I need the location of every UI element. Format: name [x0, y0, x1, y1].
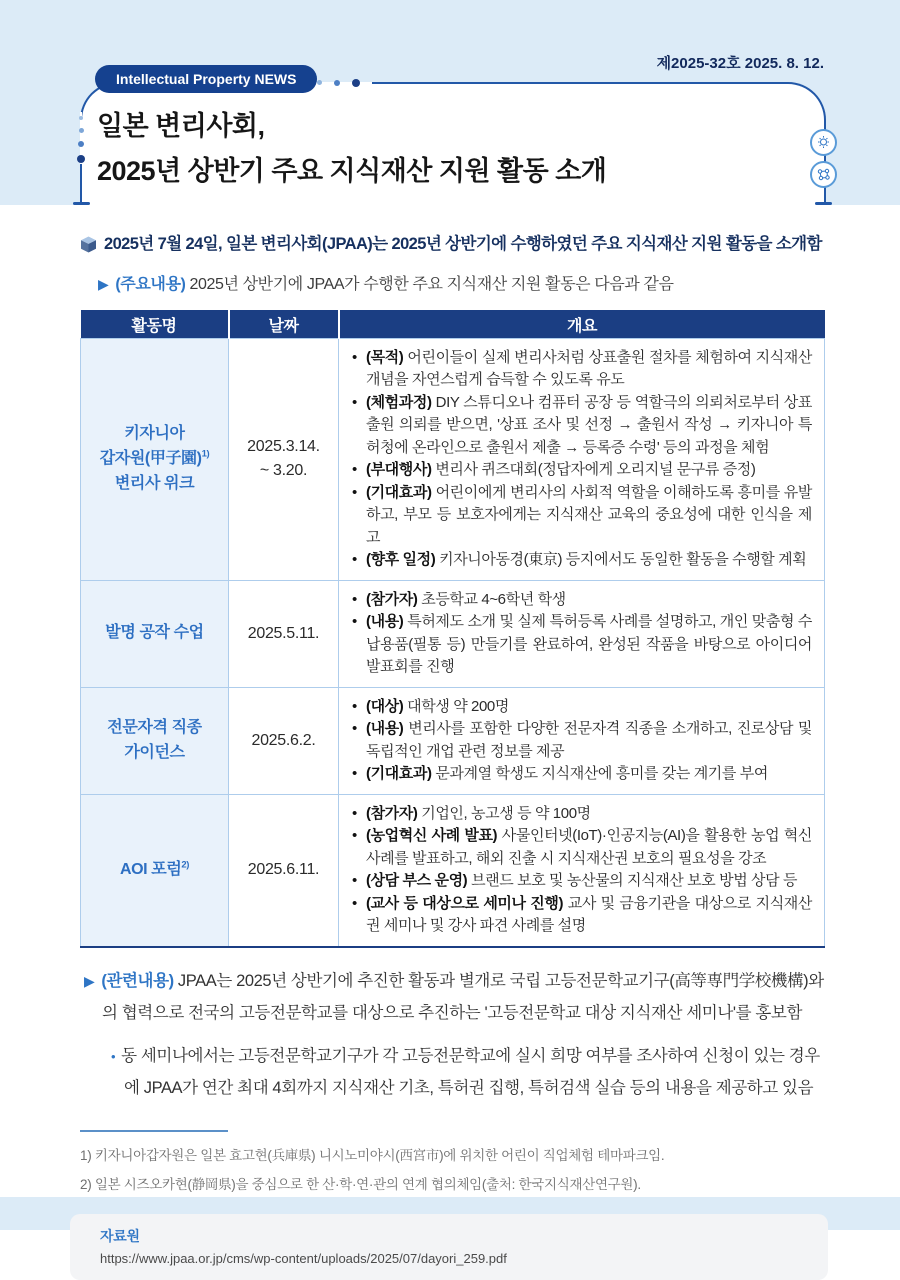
network-icon — [810, 161, 837, 188]
deco-dot — [78, 141, 84, 147]
footnote-divider — [80, 1130, 228, 1132]
activity-overview — [339, 580, 825, 687]
table-row — [81, 794, 825, 947]
lead-paragraph — [80, 233, 826, 255]
overview-item: • (부대행사) 변리사 퀴즈대회(정답자에게 오리지널 문구류 증정) — [349, 459, 812, 482]
table-row — [81, 580, 825, 687]
overview-item: • (참가자) 초등학교 4~6학년 학생 — [349, 589, 812, 612]
deco-dot — [77, 155, 85, 163]
footnote-1: 1) 키자니아갑자원은 일본 효고현(兵庫県) 니시노미야시(西宮市)에 위치한 어린이 직업체험 테마파크임. — [80, 1141, 826, 1170]
activity-date: 2025.3.14. ~ 3.20. — [229, 338, 339, 580]
col-header-date: 날짜 — [229, 310, 339, 338]
overview-item: • (대상) 대학생 약 200명 — [349, 696, 812, 719]
main-points-line — [98, 271, 826, 294]
table-header-row — [81, 310, 825, 338]
related-sub-text: 동 세미나에서는 고등전문학교기구가 각 고등전문학교에 실시 희망 여부를 조사하여 신청이 있는 경우에 JPAA가 연간 최대 4회까지 지식재산 기초, 특허권 집행, 특허검색 실습 등의 내용을 제공하고 있음 — [121, 1047, 820, 1097]
footnotes — [80, 1141, 826, 1199]
overview-item: • (농업혁신 사례 발표) 사물인터넷(IoT)·인공지능(AI)을 활용한 농업 혁신 사례를 발표하고, 해외 진출 시 지식재산권 보호의 필요성을 강조 — [349, 825, 812, 870]
title-line-1: 일본 변리사회, — [97, 104, 606, 149]
related-section — [80, 965, 826, 1105]
table-row — [81, 687, 825, 794]
activity-name: AOI 포럼$^{2)}$ — [81, 794, 229, 947]
activity-date: 2025.5.11. — [229, 580, 339, 687]
overview-item: • (향후 일정) 키자니아동경(東京) 등지에서도 동일한 활동을 수행할 계획 — [349, 549, 812, 572]
overview-item: • (기대효과) 어린이에게 변리사의 사회적 역할을 이해하도록 흥미를 유발하고, 부모 등 보호자에게는 지식재산 교육의 중요성에 대한 인식을 제고 — [349, 482, 812, 550]
deco-dot — [317, 80, 322, 85]
overview-item: • (내용) 특허제도 소개 및 실제 특허등록 사례를 설명하고, 개인 맞춤형 수납용품(필통 등) 만들기를 완료하여, 완성된 작품을 바탕으로 아이디어 발표회를 진행 — [349, 611, 812, 679]
related-label: (관련내용) — [101, 972, 173, 990]
dot-bullet-icon: • — [111, 1049, 115, 1064]
source-url[interactable]: https://www.jpaa.or.jp/cms/wp-content/uploads/2025/07/dayori_259.pdf — [100, 1251, 808, 1266]
triangle-bullet-icon: ▶ — [98, 276, 108, 292]
deco-dot — [334, 80, 340, 86]
col-header-activity: 활동명 — [81, 310, 229, 338]
overview-item: • (체험과정) DIY 스튜디오나 컴퓨터 공장 등 역할극의 의뢰처로부터 상표출원 의뢰를 받으면, '상표 조사 및 선정 → 출원서 작성 → 키자니아 특허청에 온라인으로 출원서 제출 → 등록증 수령' 등의 과정을 체험 — [349, 392, 812, 460]
col-header-overview: 개요 — [339, 310, 825, 338]
activities-table — [80, 310, 825, 948]
line-endcap — [815, 202, 832, 205]
activity-name: 키자니아 갑자원(甲子園)$^{1)}$ 변리사 위크 — [81, 338, 229, 580]
related-sub-paragraph — [80, 1040, 826, 1104]
activity-overview — [339, 687, 825, 794]
issue-number: 제2025-32호 2025. 8. 12. — [657, 52, 824, 73]
activity-overview — [339, 794, 825, 947]
cube-bullet-icon — [80, 236, 97, 253]
activity-date: 2025.6.2. — [229, 687, 339, 794]
source-label: 자료원 — [100, 1226, 808, 1246]
deco-dot — [79, 116, 83, 120]
source-box — [70, 1214, 828, 1280]
triangle-bullet-icon: ▶ — [84, 973, 94, 989]
activity-name: 발명 공작 수업 — [81, 580, 229, 687]
idea-bulb-icon — [810, 129, 837, 156]
table-row — [81, 338, 825, 580]
overview-item: • (상담 부스 운영) 브랜드 보호 및 농산물의 지식재산 보호 방법 상담 등 — [349, 870, 812, 893]
related-text: JPAA는 2025년 상반기에 추진한 활동과 별개로 국립 고등전문학교기구(高等専門学校機構)와의 협력으로 전국의 고등전문학교를 대상으로 추진하는 '고등전문학교 대상 지식재산 세미나'를 홍보함 — [102, 972, 824, 1022]
overview-item: • (교사 등 대상으로 세미나 진행) 교사 및 금융기관을 대상으로 지식재산권 세미나 및 강사 파견 사례를 설명 — [349, 893, 812, 938]
footnote-marker: 1) — [202, 449, 210, 460]
activity-date: 2025.6.11. — [229, 794, 339, 947]
footnote-marker: 2) — [181, 860, 189, 871]
news-badge: Intellectual Property NEWS — [95, 65, 317, 93]
page-title — [97, 104, 606, 194]
related-paragraph — [80, 965, 826, 1029]
lead-text: 2025년 7월 24일, 일본 변리사회(JPAA)는 2025년 상반기에 수행하였던 주요 지식재산 지원 활동을 소개함 — [104, 233, 822, 255]
title-line-2: 2025년 상반기 주요 지식재산 지원 활동 소개 — [97, 149, 606, 194]
overview-item: • (기대효과) 문과계열 학생도 지식재산에 흥미를 갖는 계기를 부여 — [349, 763, 812, 786]
footnote-2: 2) 일본 시즈오카현(静岡県)을 중심으로 한 산·학·연·관의 연계 협의체임(출처: 한국지식재산연구원). — [80, 1170, 826, 1199]
main-content — [80, 233, 826, 1280]
deco-dot — [352, 79, 360, 87]
overview-item: • (참가자) 기업인, 농고생 등 약 100명 — [349, 803, 812, 826]
activity-overview — [339, 338, 825, 580]
deco-dot — [79, 128, 84, 133]
overview-item: • (목적) 어린이들이 실제 변리사처럼 상표출원 절차를 체험하여 지식재산 개념을 자연스럽게 습득할 수 있도록 유도 — [349, 347, 812, 392]
line-endcap — [73, 202, 90, 205]
main-points-label: (주요내용) — [115, 276, 185, 293]
overview-item: • (내용) 변리사를 포함한 다양한 전문자격 직종을 소개하고, 진로상담 및 독립적인 개업 관련 정보를 제공 — [349, 718, 812, 763]
activity-name: 전문자격 직종 가이던스 — [81, 687, 229, 794]
main-points-text: 2025년 상반기에 JPAA가 수행한 주요 지식재산 지원 활동은 다음과 같음 — [190, 276, 674, 293]
